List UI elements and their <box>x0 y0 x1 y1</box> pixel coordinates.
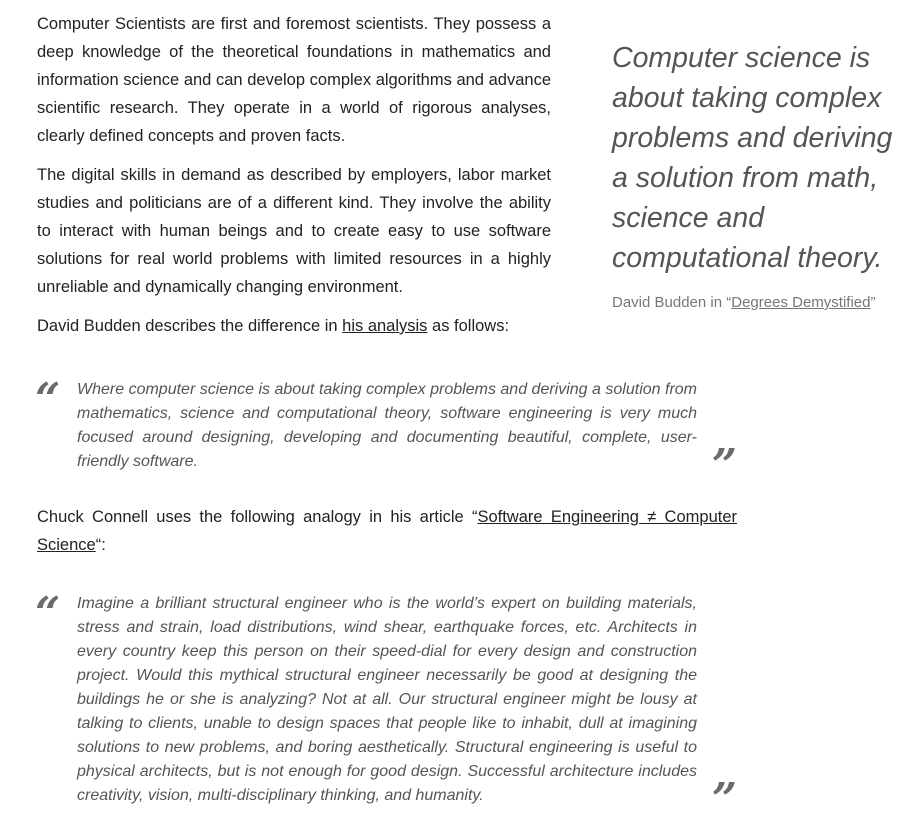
connell-text-before: Chuck Connell uses the following analogy in his article “ <box>37 508 478 526</box>
attribution-text-before: David Budden in “ <box>612 294 732 311</box>
budden-quote-text: Where computer science is about taking complex problems and deriving a solution from mathematics, science and computational theory, software engineering is very much focused around designing, developing and documenting beautiful, complete, user-friendly software. <box>77 381 697 470</box>
connell-paragraph <box>37 503 737 559</box>
degrees-demystified-link[interactable]: Degrees Demystified <box>731 294 871 311</box>
his-analysis-link[interactable]: his analysis <box>342 317 428 335</box>
pull-quote-text: Computer science is about taking complex problems and deriving a solution from math, science and computational theory. <box>612 42 893 274</box>
budden-blockquote <box>35 374 737 491</box>
open-quote-icon: “ <box>35 374 61 425</box>
connell-blockquote <box>35 588 737 825</box>
intro-paragraph-1: Computer Scientists are first and foremost scientists. They possess a deep knowledge of the theoretical foundations in mathematics and information science and can develop complex algorithms and advance scientific research. They operate in a world of rigorous analyses, clearly defined concepts and proven facts. <box>37 15 551 145</box>
intro-paragraph-2: The digital skills in demand as described by employers, labor market studies and politicians are of a different kind. They involve the ability to interact with human beings and to create easy to use software solutions for real world problems with limited resources in a highly unreliable and dynamically changing environment. <box>37 166 551 296</box>
connell-article-link[interactable]: Software Engineering ≠ Computer Science <box>37 508 738 554</box>
intro-text-before: David Budden describes the difference in <box>37 317 343 335</box>
close-quote-icon: ” <box>711 440 737 491</box>
pull-quote-attribution <box>612 292 912 314</box>
open-quote-icon: “ <box>35 588 61 639</box>
intro-paragraph-3 <box>37 312 737 340</box>
attribution-text-after: ” <box>870 294 876 311</box>
intro-text-after: as follows: <box>427 317 510 335</box>
connell-text-after: “: <box>95 536 106 554</box>
pull-quote <box>612 38 912 314</box>
connell-quote-text: Imagine a brilliant structural engineer who is the world’s expert on building materials, stress and strain, load distributions, wind shear, earthquake forces, etc. Architects in every country keep this person on their speed-dial for every design and construction project. Would this mythical structural engineer necessarily be good at designing the buildings he or she is analyzing? Not at all. Our structural engineer might be lousy at talking to clients, unable to design spaces that people like to inhabit, dull at imagining solutions to new problems, and boring aesthetically. Structural engineering is useful to physical architects, but is not enough for good design. Successful architecture includes creativity, vision, multi-disciplinary thinking, and humanity. <box>77 595 697 804</box>
close-quote-icon: ” <box>711 774 737 825</box>
